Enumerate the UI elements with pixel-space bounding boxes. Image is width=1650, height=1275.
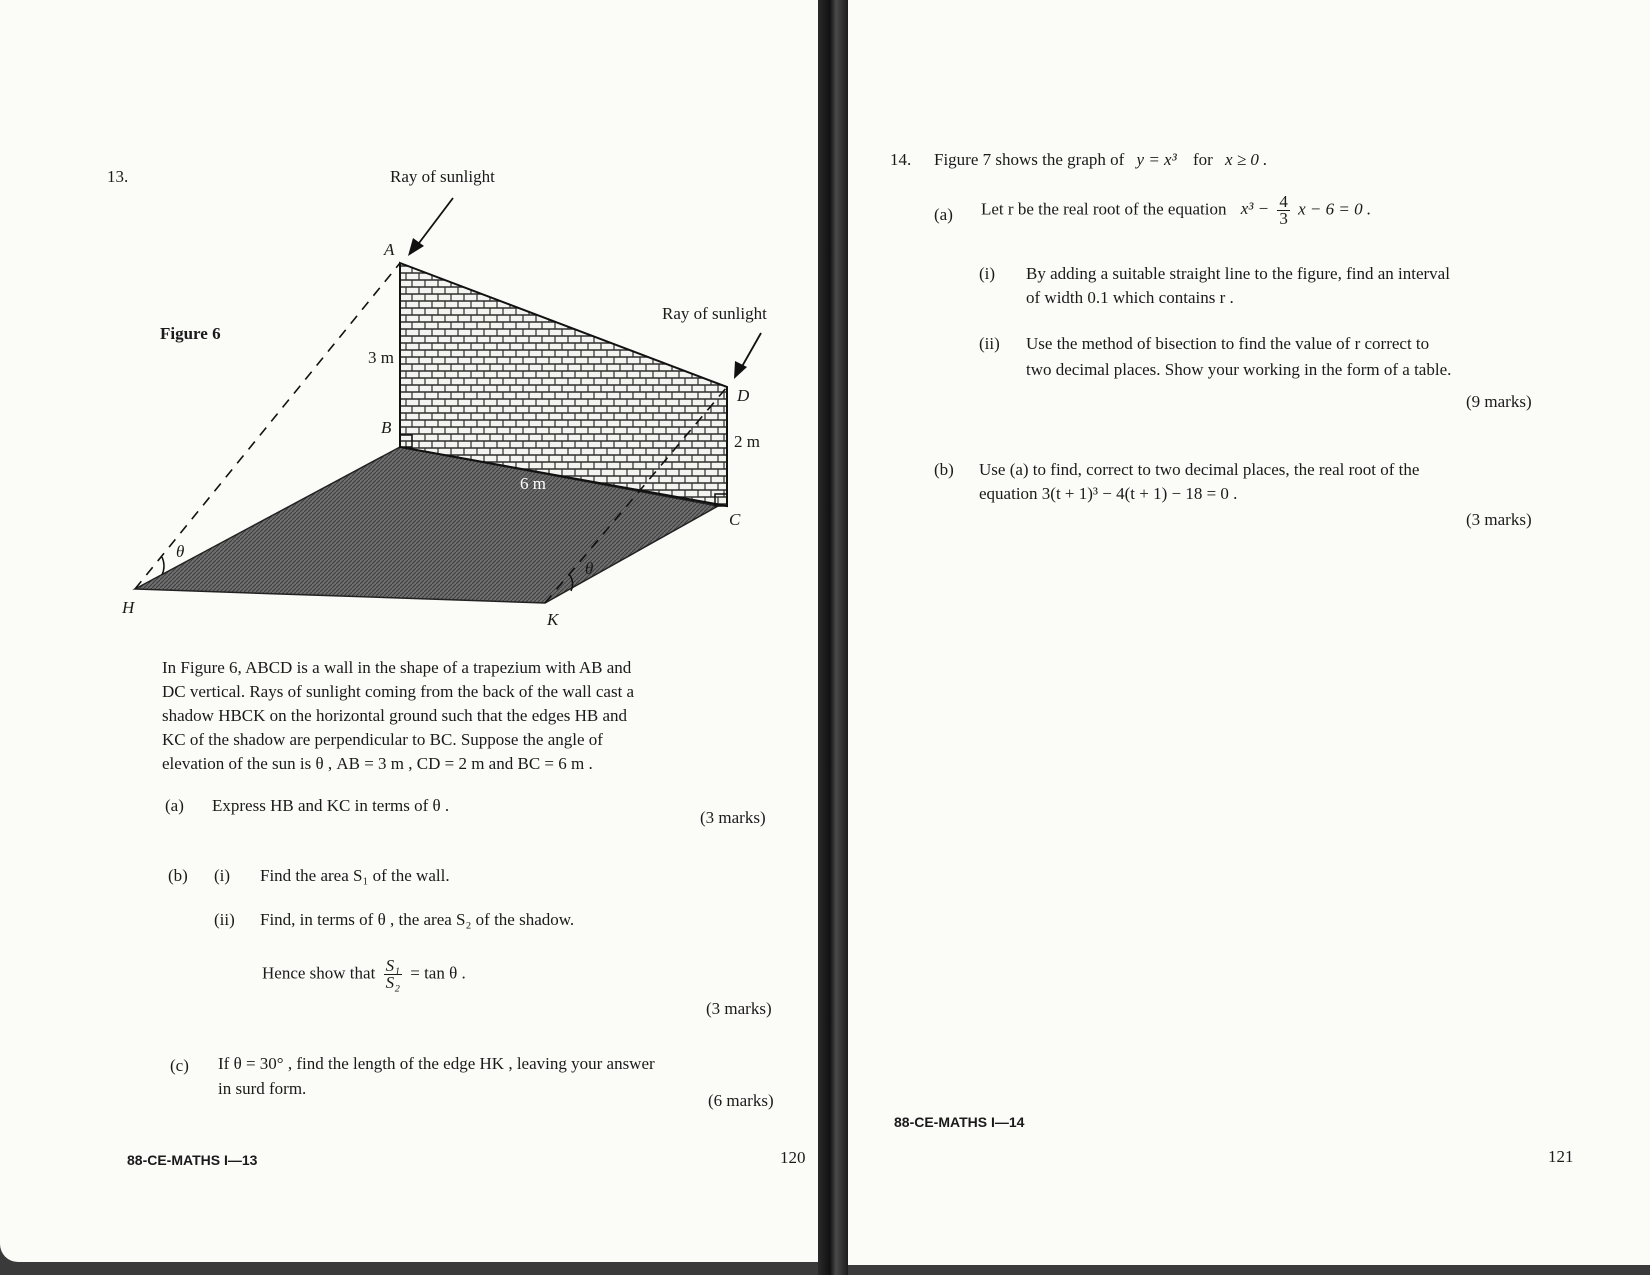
dim-ab-label: 3 m	[368, 348, 394, 367]
part-c-line-2: in surd form.	[218, 1079, 307, 1098]
part-b-label: (b)	[168, 866, 188, 885]
part-c-marks: (6 marks)	[708, 1091, 774, 1110]
part-b-marks: (3 marks)	[706, 999, 772, 1018]
q14-part-b-label: (b)	[934, 460, 954, 479]
part-a-marks: (3 marks)	[700, 808, 766, 827]
intro-line-5: elevation of the sun is θ , AB = 3 m , CD = 2 m and BC = 6 m .	[162, 754, 593, 773]
fraction-denominator: S₂	[385, 973, 400, 992]
point-d-label: D	[737, 386, 750, 405]
fraction-numerator: S₁	[385, 956, 400, 975]
dim-bc-label: 6 m	[520, 474, 546, 493]
q14-part-a-marks: (9 marks)	[1466, 392, 1532, 411]
right-page	[848, 0, 1650, 1265]
ray-label-top: Ray of sunlight	[390, 167, 495, 186]
part-b-i-text: Find the area S₁ of the wall.	[260, 866, 450, 885]
point-k-label: K	[547, 610, 559, 629]
angle-arc-h	[162, 557, 164, 575]
dim-cd-label: 2 m	[734, 432, 760, 451]
part-b-i-label: (i)	[214, 866, 231, 885]
point-a-label: A	[384, 240, 395, 259]
point-b-label: B	[381, 418, 392, 437]
question-number-14: 14.	[890, 150, 912, 169]
point-c-label: C	[729, 510, 741, 529]
left-page	[0, 0, 818, 1262]
q14-part-b-line-1: Use (a) to find, correct to two decimal places, the real root of the	[979, 460, 1420, 479]
part-b-ii-text: Find, in terms of θ , the area S₂ of the shadow.	[260, 910, 575, 929]
q14-a-i-line-1: By adding a suitable straight line to the figure, find an interval	[1026, 264, 1450, 283]
part-a-label: (a)	[165, 796, 184, 815]
right-page-number: 121	[1548, 1147, 1574, 1166]
intro-line-3: shadow HBCK on the horizontal ground such that the edges HB and	[162, 706, 628, 725]
angle-k-label: θ	[585, 559, 594, 578]
q14-a-i-line-2: of width 0.1 which contains r .	[1026, 288, 1234, 307]
ray-label-right: Ray of sunlight	[662, 304, 767, 323]
equation-rhs: x − 6 = 0 .	[1298, 199, 1372, 219]
four-thirds-fraction	[1277, 194, 1290, 227]
s1-over-s2-fraction	[384, 958, 402, 991]
q14-part-b-line-2: equation 3(t + 1)³ − 4(t + 1) − 18 = 0 .	[979, 484, 1238, 503]
stem-condition: x ≥ 0 .	[1225, 150, 1268, 169]
hence-text: Hence show that	[262, 963, 376, 983]
q14-part-a-label: (a)	[934, 205, 953, 224]
intro-line-1: In Figure 6, ABCD is a wall in the shape of a trapezium with AB and	[162, 658, 632, 677]
q14-part-b-marks: (3 marks)	[1466, 510, 1532, 529]
intro-line-2: DC vertical. Rays of sunlight coming from the back of the wall cast a	[162, 682, 635, 701]
part-a-text: Express HB and KC in terms of θ .	[212, 796, 450, 815]
ray-top	[416, 198, 453, 247]
book-spine	[818, 0, 848, 1275]
hence-rhs: = tan θ .	[410, 963, 466, 983]
question-number-13: 13.	[107, 167, 129, 186]
point-h-label: H	[122, 598, 135, 617]
q14-a-ii-line-2: two decimal places. Show your working in the form of a table.	[1026, 360, 1452, 379]
part-b-hence	[262, 958, 466, 991]
part-c-label: (c)	[170, 1056, 189, 1075]
right-footer-code: 88-CE-MATHS I—14	[894, 1114, 1025, 1130]
q14-part-a-stem	[981, 194, 1371, 227]
figure-6-label: Figure 6	[160, 324, 221, 343]
left-page-number: 120	[780, 1148, 806, 1167]
ray-right-arrowhead	[734, 361, 747, 379]
part-a-text-pre: Let r be the real root of the equation	[981, 199, 1227, 219]
equation-lhs: x³ −	[1240, 199, 1270, 219]
four-thirds-denominator: 3	[1279, 209, 1288, 228]
q14-stem	[934, 148, 1267, 172]
ray-right	[740, 333, 761, 370]
q14-a-i-label: (i)	[979, 264, 996, 283]
left-footer-code: 88-CE-MATHS I—13	[127, 1152, 258, 1168]
q14-a-ii-label: (ii)	[979, 334, 1000, 353]
part-c-line-1: If θ = 30° , find the length of the edge HK , leaving your answer	[218, 1054, 655, 1073]
stem-pre: Figure 7 shows the graph of	[934, 150, 1125, 169]
stem-equation: y = x³	[1136, 150, 1177, 169]
intro-line-4: KC of the shadow are perpendicular to BC. Suppose the angle of	[162, 730, 603, 749]
angle-h-label: θ	[176, 542, 185, 561]
four-thirds-numerator: 4	[1279, 192, 1288, 211]
q14-a-ii-line-1: Use the method of bisection to find the value of r correct to	[1026, 334, 1430, 353]
part-b-ii-label: (ii)	[214, 910, 235, 929]
stem-post: for	[1192, 150, 1213, 169]
